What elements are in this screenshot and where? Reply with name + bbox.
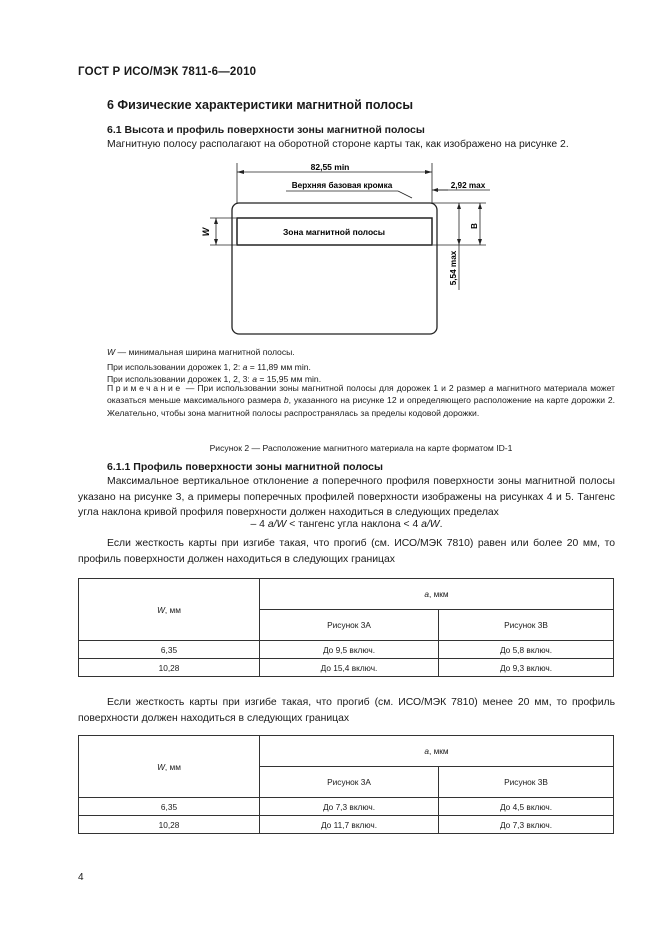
- table-row: 6,35 До 9,5 включ. До 5,8 включ.: [79, 641, 614, 659]
- table-header-a: a, мкм: [260, 736, 614, 767]
- table-header-w: W, мм: [79, 736, 260, 798]
- table-row: 6,35 До 7,3 включ. До 4,5 включ.: [79, 798, 614, 816]
- section-6-1-1-paragraph-2: Если жесткость карты при изгибе такая, что прогиб (см. ИСО/МЭК 7810) равен или более 20 мм, то профиль поверхности должен находиться в следующих границах: [78, 538, 615, 565]
- right-dimension-label: 2,92 max: [450, 181, 486, 190]
- note-tracks-12: При использовании дорожек 1, 2: a = 11,89 мм min.: [107, 362, 311, 372]
- top-dimension-label: 82,55 min: [310, 162, 350, 172]
- table-row: 10,28 До 15,4 включ. До 9,3 включ.: [79, 659, 614, 677]
- table-row: 10,28 До 11,7 включ. До 7,3 включ.: [79, 816, 614, 834]
- table-subheader-3b: Рисунок 3В: [439, 610, 614, 641]
- w-dimension-label: W: [201, 227, 211, 237]
- section-6-title: 6 Физические характеристики магнитной полосы: [107, 98, 414, 112]
- section-6-1-text: Магнитную полосу располагают на оборотной стороне карты так, как изображено на рисунке 2.: [107, 139, 569, 150]
- note-w: W — минимальная ширина магнитной полосы.: [107, 347, 295, 357]
- section-6-1-1-paragraph-1: Максимальное вертикальное отклонение a поперечного профиля поверхности зоны магнитной полосы указано на рисунке 3, а примеры поперечных профилей поверхности изображены на рисунках 4 и 5. Тангенс угла наклона кривой профиля поверхности должен находиться в следующих пределах: [78, 476, 615, 518]
- zone-label: Зона магнитной полосы: [282, 227, 386, 237]
- table-subheader-3b: Рисунок 3В: [439, 767, 614, 798]
- figure-2-drawing: [190, 160, 500, 340]
- figure-note: Примечание — При использовании зоны магнитной полосы для дорожек 1 и 2 размер a магнитного материала может оказаться меньше максимального размера b, указанного на рисунке 12 и определяющего расположение на карте дорожки 2. Желательно, чтобы зона магнитной полосы распространялась за пределы кодовой дорожки.: [107, 383, 615, 418]
- profile-table-1: [78, 578, 614, 677]
- section-6-1-title: 6.1 Высота и профиль поверхности зоны магнитной полосы: [107, 124, 425, 136]
- table-header-w: W, мм: [79, 579, 260, 641]
- document-header: ГОСТ Р ИСО/МЭК 7811-6—2010: [78, 66, 257, 78]
- side-dimension-label: 5,54 max: [449, 250, 458, 286]
- edge-label: Верхняя базовая кромка: [291, 181, 393, 190]
- section-6-1-1-paragraph-3: Если жесткость карты при изгибе такая, что прогиб (см. ИСО/МЭК 7810) менее 20 мм, то профиль поверхности должен находиться в следующих границах: [78, 697, 615, 724]
- table-subheader-3a: Рисунок 3А: [260, 767, 439, 798]
- table-subheader-3a: Рисунок 3А: [260, 610, 439, 641]
- section-6-1-1-title: 6.1.1 Профиль поверхности зоны магнитной полосы: [107, 461, 383, 473]
- note-tracks-123: При использовании дорожек 1, 2, 3: a = 15,95 мм min.: [107, 374, 322, 384]
- figure-caption: Рисунок 2 — Расположение магнитного материала на карте форматом ID-1: [209, 443, 513, 453]
- page-number: 4: [78, 872, 84, 883]
- table-header-a: a, мкм: [260, 579, 614, 610]
- profile-table-2: [78, 735, 614, 834]
- tangent-formula: – 4 a/W < тангенс угла наклона < 4 a/W.: [250, 519, 443, 530]
- b-dimension-label: B: [470, 223, 479, 229]
